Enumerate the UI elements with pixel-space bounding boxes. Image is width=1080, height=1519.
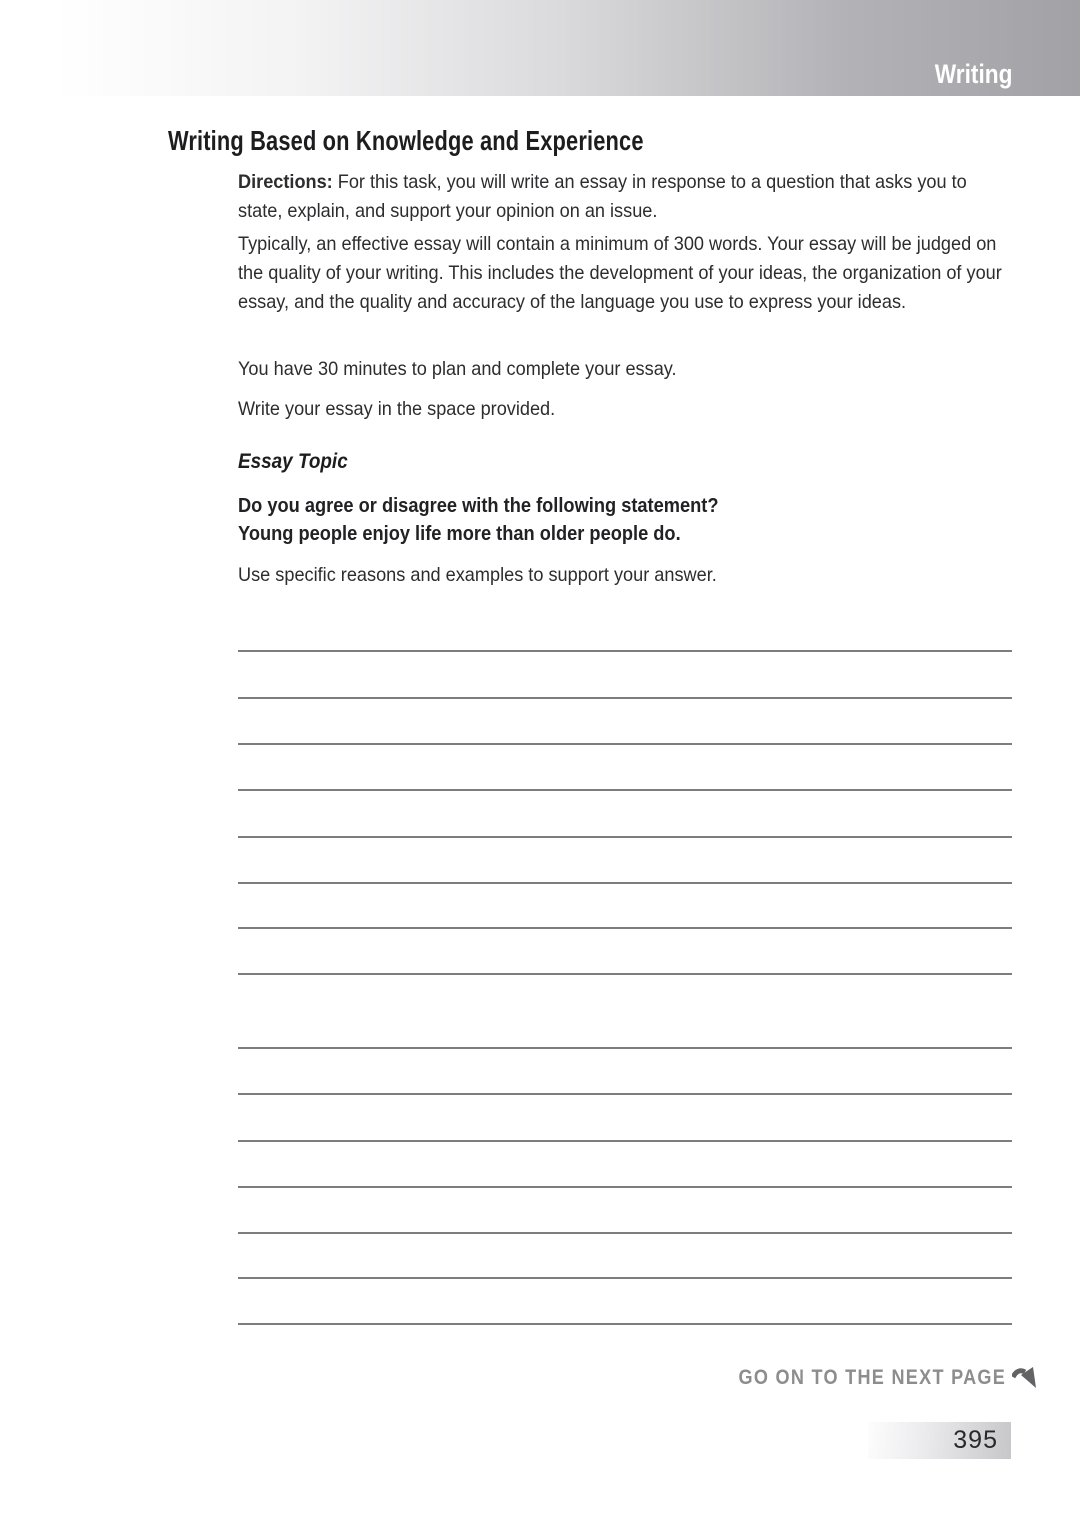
writing-line (238, 650, 1012, 652)
paragraph-essay-requirements: Typically, an effective essay will contain a minimum of 300 words. Your essay will be judged on the quality of your writing. This includes the development of your ideas, the organization of your essay, and the quality and accuracy of the language you use to express your ideas. (238, 233, 1002, 313)
statement-text: Young people enjoy life more than older people do. (238, 522, 681, 545)
essay-topic-heading: Essay Topic (238, 449, 348, 473)
go-on-footer (695, 1365, 1040, 1390)
writing-line (238, 1186, 1012, 1188)
writing-line (238, 743, 1012, 745)
writing-line (238, 973, 1012, 975)
writing-line (238, 882, 1012, 884)
writing-line (238, 1047, 1012, 1049)
page-title: Writing Based on Knowledge and Experience (168, 125, 644, 156)
directions-text: For this task, you will write an essay in response to a question that asks you to state, explain, and support your opinion on an issue. (238, 171, 967, 222)
paragraph-time-limit: You have 30 minutes to plan and complete your essay. (238, 358, 677, 380)
writing-line (238, 836, 1012, 838)
writing-line (238, 1323, 1012, 1325)
page-number-bar (868, 1422, 1011, 1459)
essay-topic-statement (238, 492, 1003, 548)
directions-paragraph (238, 168, 1015, 226)
writing-line (238, 789, 1012, 791)
writing-line (238, 1140, 1012, 1142)
next-page-arrow-icon (1012, 1365, 1040, 1390)
section-label: Writing (934, 59, 1012, 89)
go-on-text: GO ON TO THE NEXT PAGE (738, 1365, 1006, 1389)
directions-label: Directions: (238, 171, 333, 193)
page-number: 395 (953, 1426, 998, 1454)
statement-question: Do you agree or disagree with the following statement? (238, 494, 719, 517)
paragraph-write-in-space: Write your essay in the space provided. (238, 398, 556, 420)
writing-line (238, 927, 1012, 929)
writing-line (238, 1093, 1012, 1095)
writing-line (238, 1277, 1012, 1279)
writing-line (238, 1232, 1012, 1234)
support-instruction: Use specific reasons and examples to support your answer. (238, 564, 717, 586)
section-header-band (0, 0, 1080, 96)
writing-line (238, 697, 1012, 699)
